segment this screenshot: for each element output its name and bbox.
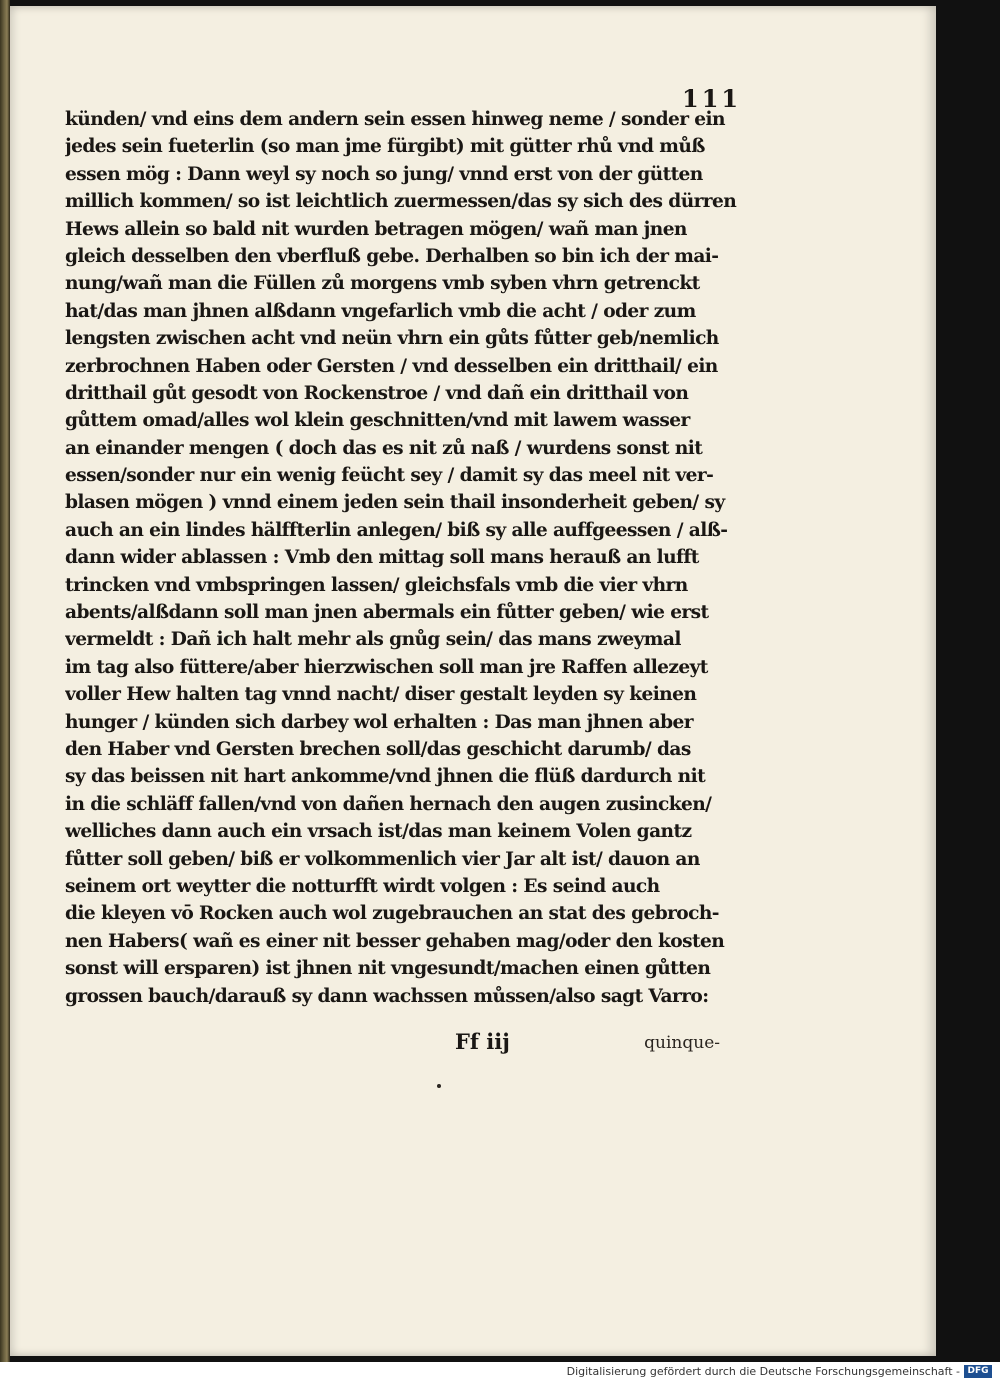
text-line: im tag also füttere/aber hierzwischen soll man jre Raffen allezeyt (65, 656, 708, 678)
text-line: nen Habers( wañ es einer nit besser gehaben mag/oder den kosten (65, 930, 725, 952)
text-line: vermeldt : Dañ ich halt mehr als gnůg sein/ das mans zweymal (65, 629, 681, 651)
folio-number: 111 (682, 84, 742, 113)
text-line: hunger / künden sich darbey wol erhalten : Das man jhnen aber (65, 711, 693, 733)
text-line: trincken vnd vmbspringen lassen/ gleichsfals vmb die vier vhrn (65, 574, 688, 596)
text-line: Hews allein so bald nit wurden betragen mögen/ wañ man jnen (65, 218, 687, 240)
signature-line (445, 1029, 745, 1059)
text-line: auch an ein lindes hälffterlin anlegen/ biß sy alle auffgeessen / alß- (65, 519, 728, 541)
text-line: an einander mengen ( doch das es nit zů naß / wurdens sonst nit (65, 437, 703, 459)
text-line: blasen mögen ) vnnd einem jeden sein thail insonderheit geben/ sy (65, 492, 725, 514)
funding-credit: Digitalisierung gefördert durch die Deutsche Forschungsgemeinschaft - (566, 1365, 960, 1378)
text-line: nung/wañ man die Füllen zů morgens vmb syben vhrn getrenckt (65, 273, 700, 295)
text-line: zerbrochnen Haben oder Gersten / vnd desselben ein dritthail/ ein (65, 355, 718, 377)
text-line: hat/das man jhnen alßdann vngefarlich vmb die acht / oder zum (65, 300, 696, 322)
signature-mark: Ff iij (455, 1029, 510, 1054)
text-line: grossen bauch/darauß sy dann wachssen můssen/also sagt Varro: (65, 985, 709, 1007)
text-line: voller Hew halten tag vnnd nacht/ diser gestalt leyden sy keinen (65, 684, 697, 706)
text-line: lengsten zwischen acht vnd neün vhrn ein gůts fůtter geb/nemlich (65, 328, 719, 350)
text-line: gůttem omad/alles wol klein geschnitten/vnd mit lawem wasser (65, 410, 690, 432)
text-line: fůtter soll geben/ biß er volkommenlich vier Jar alt ist/ dauon an (65, 848, 700, 870)
text-line: sy das beissen nit hart ankomme/vnd jhnen die flüß dardurch nit (65, 766, 706, 788)
text-line: jedes sein fueterlin (so man jme fürgibt) mit gütter rhů vnd můß (65, 136, 705, 158)
text-line: seinem ort weytter die notturfft wirdt volgen : Es seind auch (65, 875, 660, 897)
text-line: die kleyen vō Rocken auch wol zugebrauchen an stat des gebroch- (65, 903, 719, 925)
page-text-block (65, 106, 745, 1010)
book-page (10, 6, 936, 1356)
dfg-logo: DFG (964, 1365, 992, 1378)
text-line: sonst will ersparen) ist jhnen nit vngesundt/machen einen gůtten (65, 958, 711, 980)
text-line: künden/ vnd eins dem andern sein essen hinweg neme / sonder ein (65, 109, 725, 130)
ink-dot (437, 1084, 441, 1088)
text-line: in die schläff fallen/vnd von dañen hernach den augen zusincken/ (65, 793, 712, 815)
text-line: abents/alßdann soll man jnen abermals ein fůtter geben/ wie erst (65, 602, 709, 624)
text-line: essen mög : Dann weyl sy noch so jung/ vnnd erst von der gütten (65, 163, 703, 185)
text-line: dann wider ablassen : Vmb den mittag soll mans herauß an lufft (65, 547, 699, 569)
text-line: millich kommen/ so ist leichtlich zuermessen/das sy sich des dürren (65, 191, 737, 213)
footer-bar (0, 1362, 1000, 1382)
catchword: quinque- (644, 1033, 720, 1053)
text-line: gleich desselben den vberfluß gebe. Derhalben so bin ich der mai- (65, 245, 719, 267)
text-line: essen/sonder nur ein wenig feücht sey / damit sy das meel nit ver- (65, 465, 714, 487)
text-line: den Haber vnd Gersten brechen soll/das geschicht darumb/ das (65, 738, 691, 760)
text-line: dritthail gůt gesodt von Rockenstroe / vnd dañ ein dritthail von (65, 382, 689, 404)
book-spine-edge (0, 0, 10, 1362)
text-line: welliches dann auch ein vrsach ist/das man keinem Volen gantz (65, 821, 692, 843)
